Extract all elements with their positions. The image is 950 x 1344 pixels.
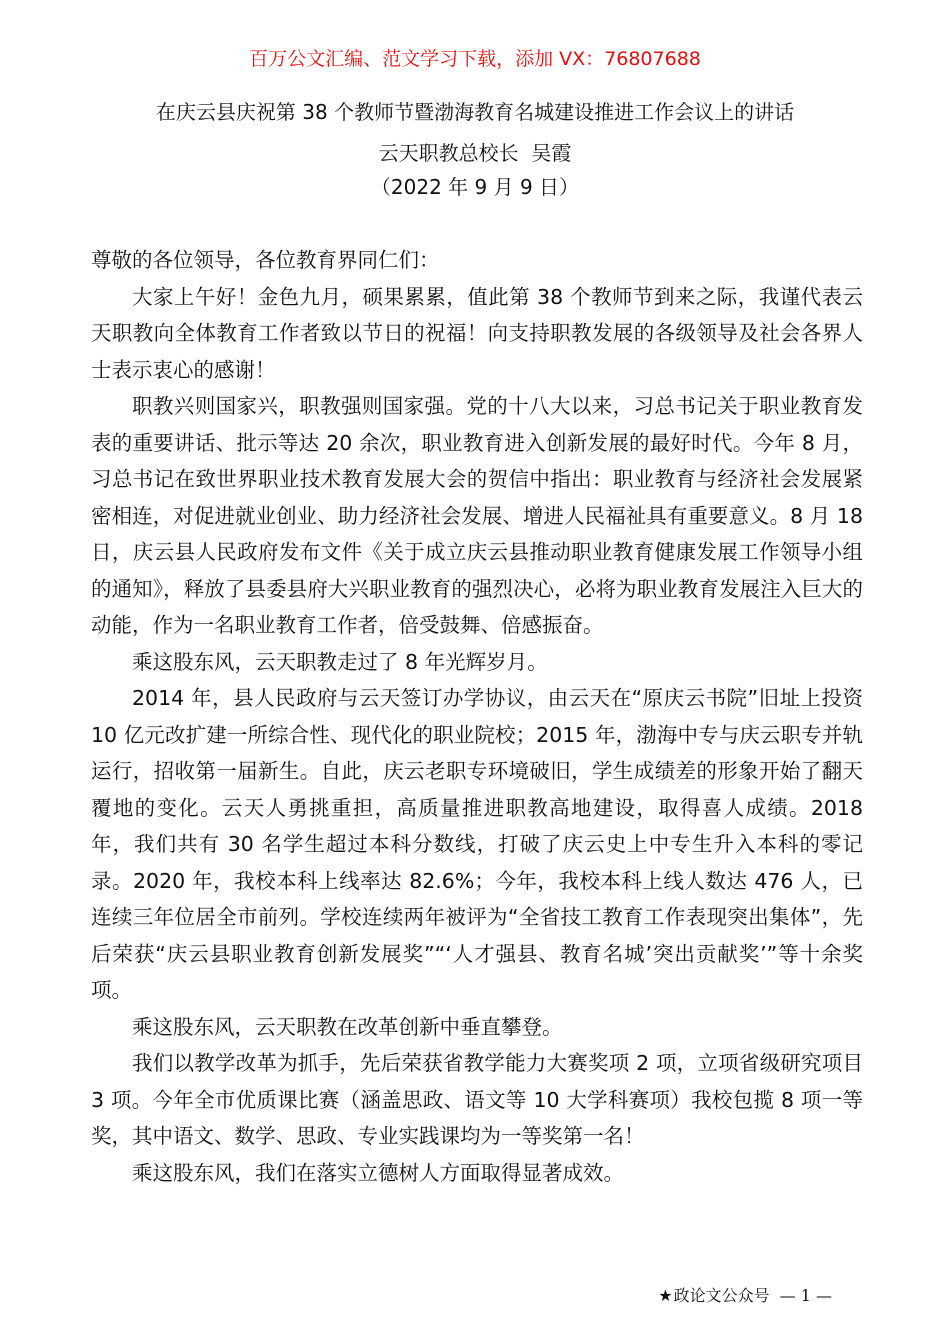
star-icon: ★ (658, 1286, 673, 1305)
paragraph: 大家上午好！金色九月，硕果累累，值此第 38 个教师节到来之际，我谨代表云天职教向全体教育工作者致以节日的祝福！向支持职教发展的各级领导及社会各界人士表示衷心的感谢！ (91, 284, 863, 382)
paragraph: 乘这股东风，我们在落实立德树人方面取得显著成效。 (132, 1160, 624, 1185)
page-footer (658, 1284, 832, 1308)
page-title: 在庆云县庆祝第 38 个教师节暨渤海教育名城建设推进工作会议上的讲话 (155, 100, 795, 124)
paragraph: 乘这股东风，云天职教走过了 8 年光辉岁月。 (132, 649, 548, 674)
author-line: 云天职教总校长 吴霞 (378, 141, 572, 165)
page-number: — 1 — (779, 1286, 832, 1305)
salutation: 尊敬的各位领导，各位教育界同仁们： (91, 248, 440, 272)
paragraph: 乘这股东风，云天职教在改革创新中垂直攀登。 (132, 1014, 563, 1039)
promo-banner: 百万公文汇编、范文学习下载，添加 VX：76807688 (249, 48, 701, 70)
document-body (91, 242, 863, 1191)
paragraph: 我们以教学改革为抓手，先后荣获省教学能力大赛奖项 2 项，立项省级研究项目 3 项。今年全市优质课比赛（涵盖思政、语文等 10 大学科赛项）我校包揽 8 项一等奖，其中语文、数学、思政、专业实践课均为一等奖第一名！ (91, 1051, 863, 1148)
footer-source: 政论文公众号 (673, 1286, 770, 1305)
paragraph: 职教兴则国家兴，职教强则国家强。党的十八大以来，习总书记关于职业教育发表的重要讲话、批示等达 20 余次，职业教育进入创新发展的最好时代。今年 8 月，习总书记在致世界职业技术教育发展大会的贺信中指出：职业教育与经济社会发展紧密相连，对促进就业创业、助力经济社会发展、增进人民福祉具有重要意义。8 月 18 日，庆云县人民政府发布文件《关于成立庆云县推动职业教育健康发展工作领导小组的通知》，释放了县委县府大兴职业教育的强烈决心，必将为职业教育发展注入巨大的动能，作为一名职业教育工作者，倍受鼓舞、倍感振奋。 (91, 394, 863, 637)
paragraph: 2014 年，县人民政府与云天签订办学协议，由云天在“原庆云书院”旧址上投资 10 亿元改扩建一所综合性、现代化的职业院校；2015 年，渤海中专与庆云职专并轨运行，招收第一届新生。自此，庆云老职专环境破旧，学生成绩差的形象开始了翻天覆地的变化。云天人勇挑重担，高质量推进职教高地建设，取得喜人成绩。2018 年，我们共有 30 名学生超过本科分数线，打破了庆云史上中专生升入本科的零记录。2020 年，我校本科上线率达 82.6%；今年，我校本科上线人数达 476 人，已连续三年位居全市前列。学校连续两年被评为“全省技工教育工作表现突出集体”，先后荣获“庆云县职业教育创新发展奖”“‘人才强县、教育名城’突出贡献奖’”等十余奖项。 (91, 686, 863, 1002)
date-line: （2022 年 9 月 9 日） (370, 175, 580, 199)
